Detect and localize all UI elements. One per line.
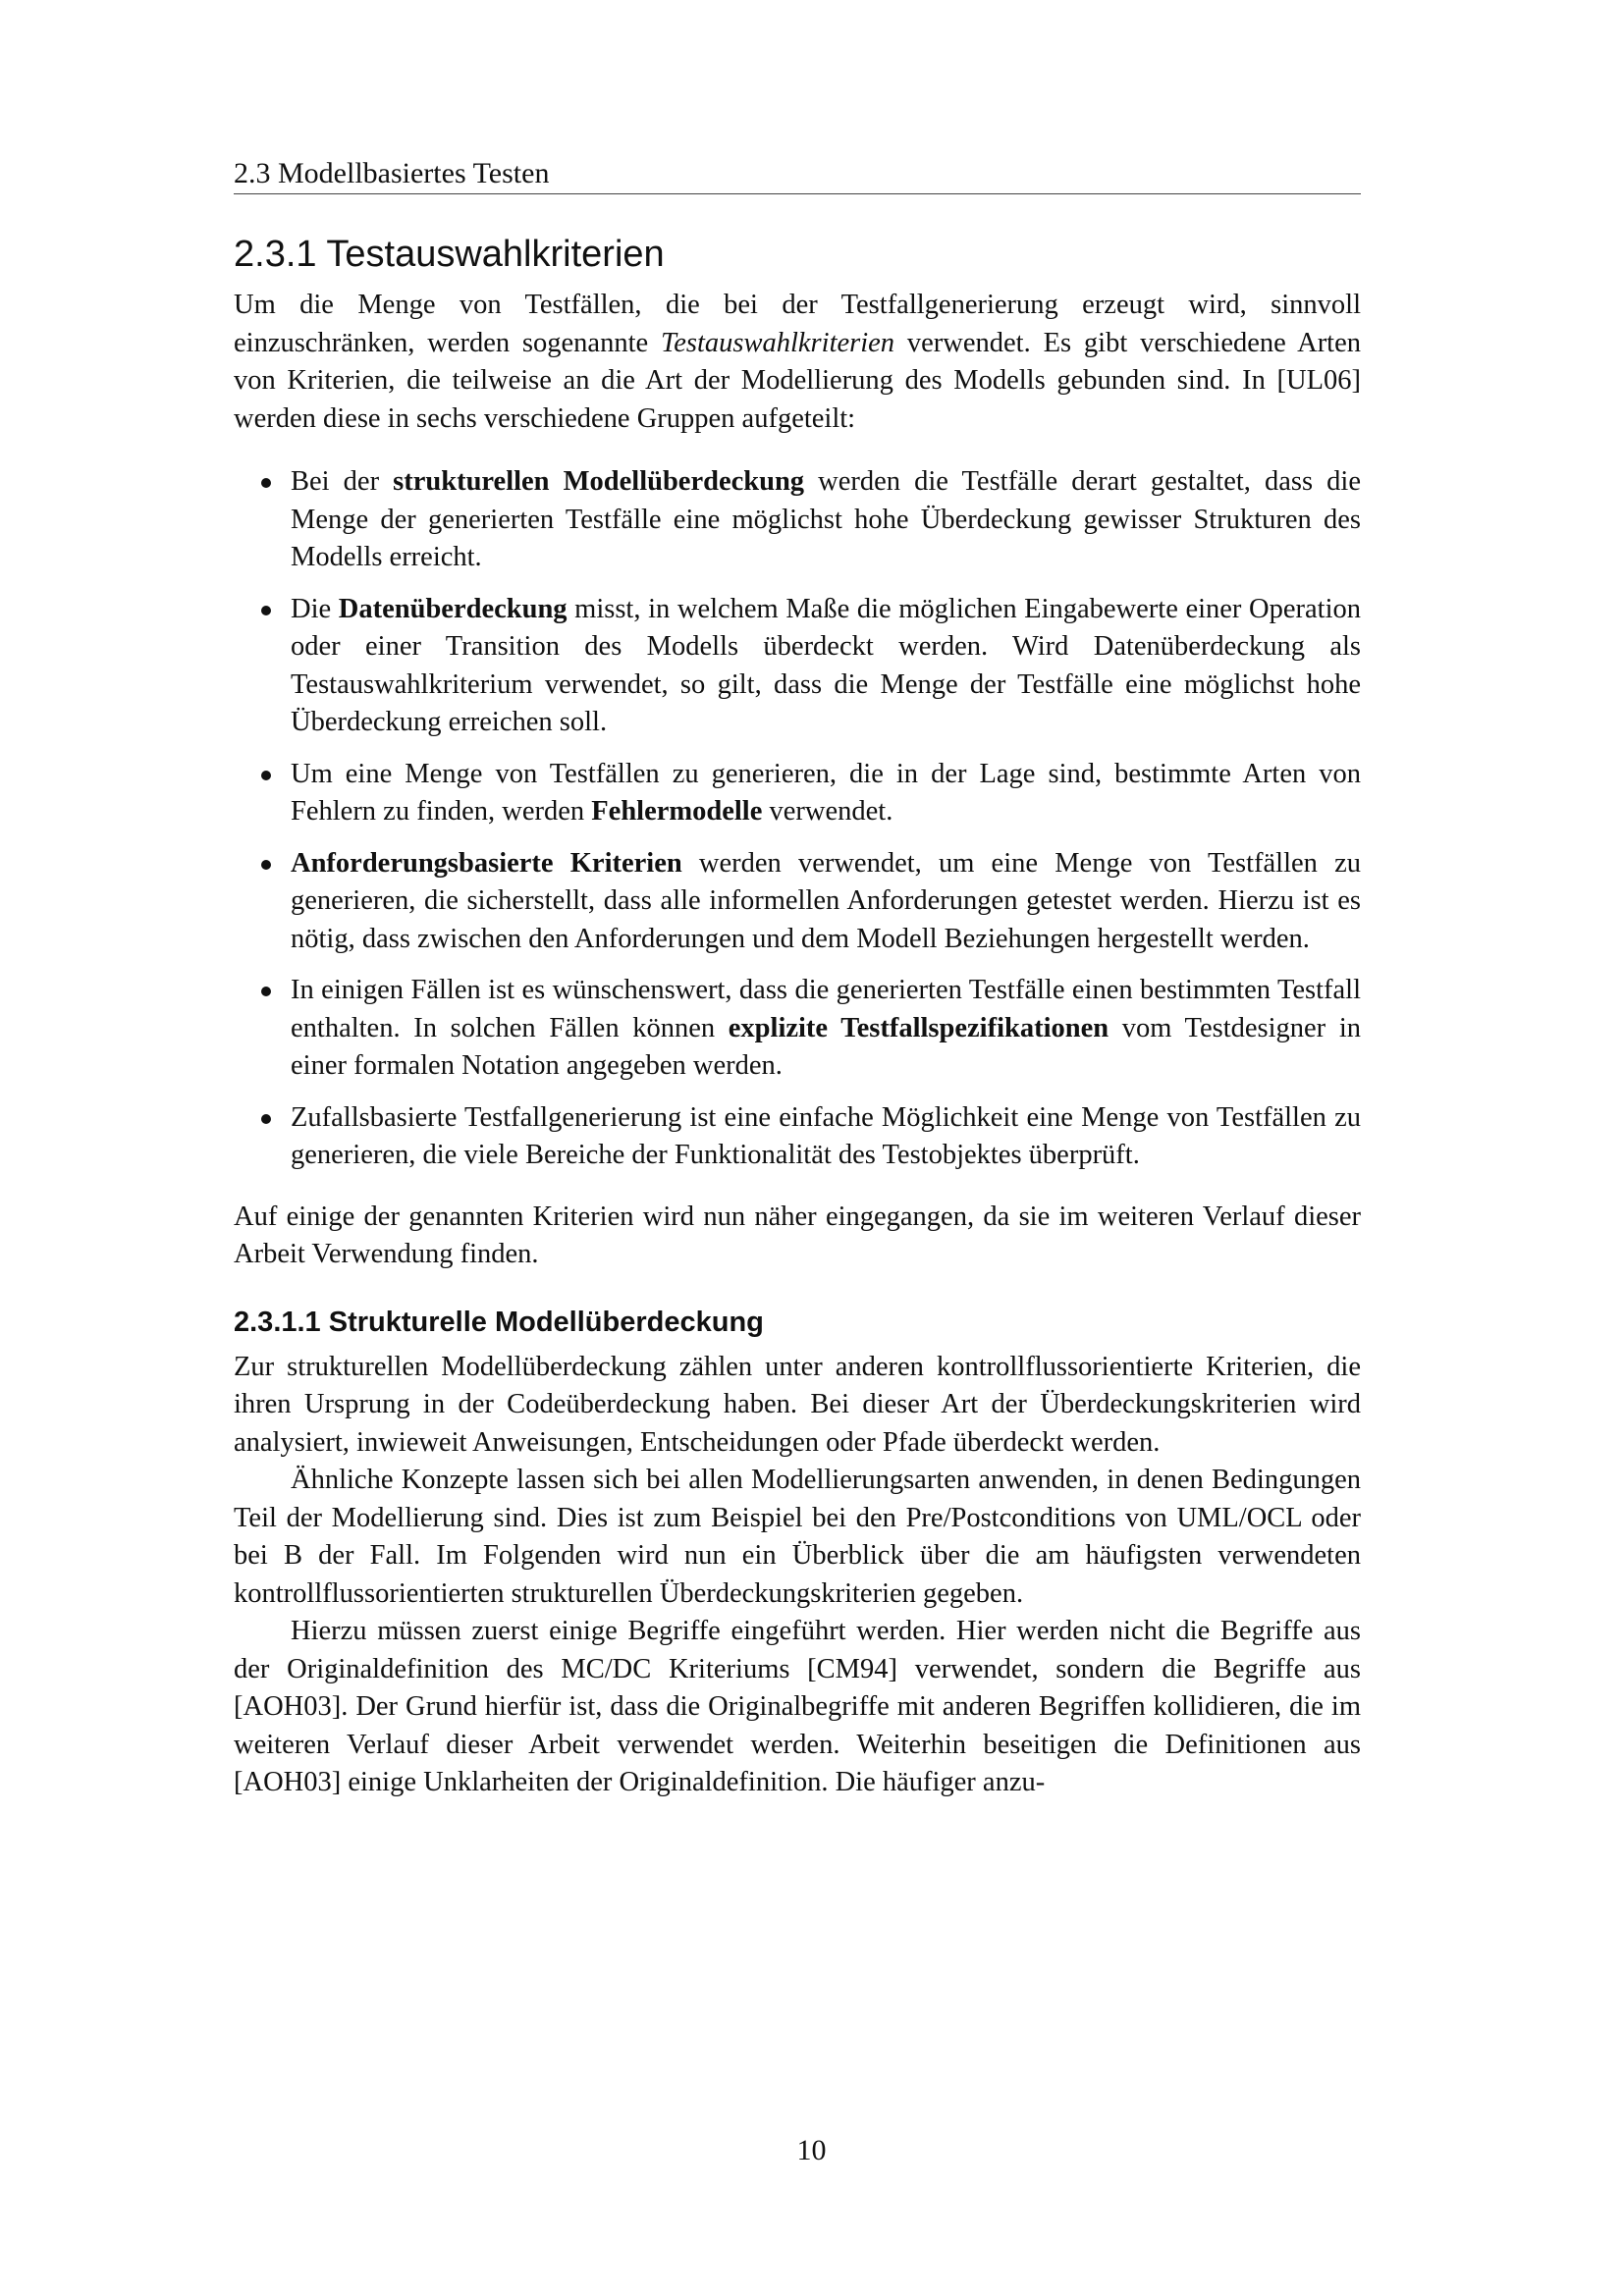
bullet-icon: [261, 860, 271, 870]
bullet-icon: [261, 987, 271, 996]
closing-paragraph: Auf einige der genannten Kriterien wird nun näher eingegangen, da sie im weiteren Verlauf dieser Arbeit Verwendung finden.: [234, 1201, 1361, 1269]
criteria-list: [234, 463, 1361, 1175]
list-item: Anforderungsbasierte Kriterien werden verwendet, um eine Menge von Testfällen zu generieren, die sicherstellt, dass alle informellen Anforderungen getestet werden. Hierzu ist es nötig, dass zwischen den Anforderungen und dem Modell Beziehungen hergestellt werden.: [234, 845, 1361, 959]
subsection-heading: 2.3.1.1 Strukturelle Modellüberdeckung: [234, 1306, 764, 1338]
bullet-icon: [261, 606, 271, 615]
list-item: Um eine Menge von Testfällen zu generieren, die in der Lage sind, bestimmte Arten von Fehlern zu finden, werden Fehlermodelle verwendet.: [234, 756, 1361, 831]
bullet-icon: [261, 478, 271, 488]
page-content: [234, 232, 1361, 1802]
body-paragraph: Hierzu müssen zuerst einige Begriffe eingeführt werden. Hier werden nicht die Begriffe aus der Originaldefinition des MC/DC Kriteriums [CM94] verwendet, sondern die Begriffe aus [AOH03]. Der Grund hierfür ist, dass die Originalbegriffe mit anderen Begriffen kollidieren, die im weiteren Verlauf dieser Arbeit verwendet werden. Weiterhin beseitigen die Definitionen aus [AOH03] einige Unklarheiten der Originaldefinition. Die häufiger anzu-: [234, 1616, 1361, 1797]
section-heading: 2.3.1 Testauswahlkriterien: [234, 234, 665, 275]
list-item: In einigen Fällen ist es wünschenswert, dass die generierten Testfälle einen bestimmten Testfall enthalten. In solchen Fällen können explizite Testfallspezifikationen vom Testdesigner in einer formalen Notation angegeben werden.: [234, 972, 1361, 1086]
body-paragraph: Zur strukturellen Modellüberdeckung zählen unter anderen kontrollflussorientierte Kriterien, die ihren Ursprung in der Codeüberdeckung haben. Bei dieser Art der Überdeckungskriterien wird analysiert, inwieweit Anweisungen, Entscheidungen oder Pfade überdeckt werden.: [234, 1351, 1361, 1458]
list-item: Die Datenüberdeckung misst, in welchem Maße die möglichen Eingabewerte einer Operation oder einer Transition des Modells überdeckt werden. Wird Datenüberdeckung als Testauswahlkriterium verwendet, so gilt, dass die Menge der Testfälle eine möglichst hohe Überdeckung erreichen soll.: [234, 591, 1361, 742]
bullet-icon: [261, 1114, 271, 1124]
running-header: 2.3 Modellbasiertes Testen: [234, 155, 1361, 194]
page-number: 10: [796, 2134, 827, 2166]
intro-paragraph: Um die Menge von Testfällen, die bei der Testfallgenerierung erzeugt wird, sinnvoll einzuschränken, werden sogenannte Testauswahlkriterien verwendet. Es gibt verschiedene Arten von Kriterien, die teilweise an die Art der Modellierung des Modells gebunden sind. In [UL06] werden diese in sechs verschiedene Gruppen aufgeteilt:: [234, 290, 1361, 434]
term-testauswahlkriterien: Testauswahlkriterien: [661, 327, 895, 358]
bullet-icon: [261, 771, 271, 780]
list-item: Bei der strukturellen Modellüberdeckung werden die Testfälle derart gestaltet, dass die Menge der generierten Testfälle eine möglichst hohe Überdeckung gewisser Strukturen des Modells erreicht.: [234, 463, 1361, 577]
list-item: Zufallsbasierte Testfallgenerierung ist eine einfache Möglichkeit eine Menge von Testfällen zu generieren, die viele Bereiche der Funktionalität des Testobjektes überprüft.: [234, 1099, 1361, 1175]
body-paragraph: Ähnliche Konzepte lassen sich bei allen Modellierungsarten anwenden, in denen Bedingungen Teil der Modellierung sind. Dies ist zum Beispiel bei den Pre/Postconditions von UML/OCL oder bei B der Fall. Im Folgenden wird nun ein Überblick über die am häufigsten verwendeten kontrollflussorientierten strukturellen Überdeckungskriterien gegeben.: [234, 1465, 1361, 1609]
